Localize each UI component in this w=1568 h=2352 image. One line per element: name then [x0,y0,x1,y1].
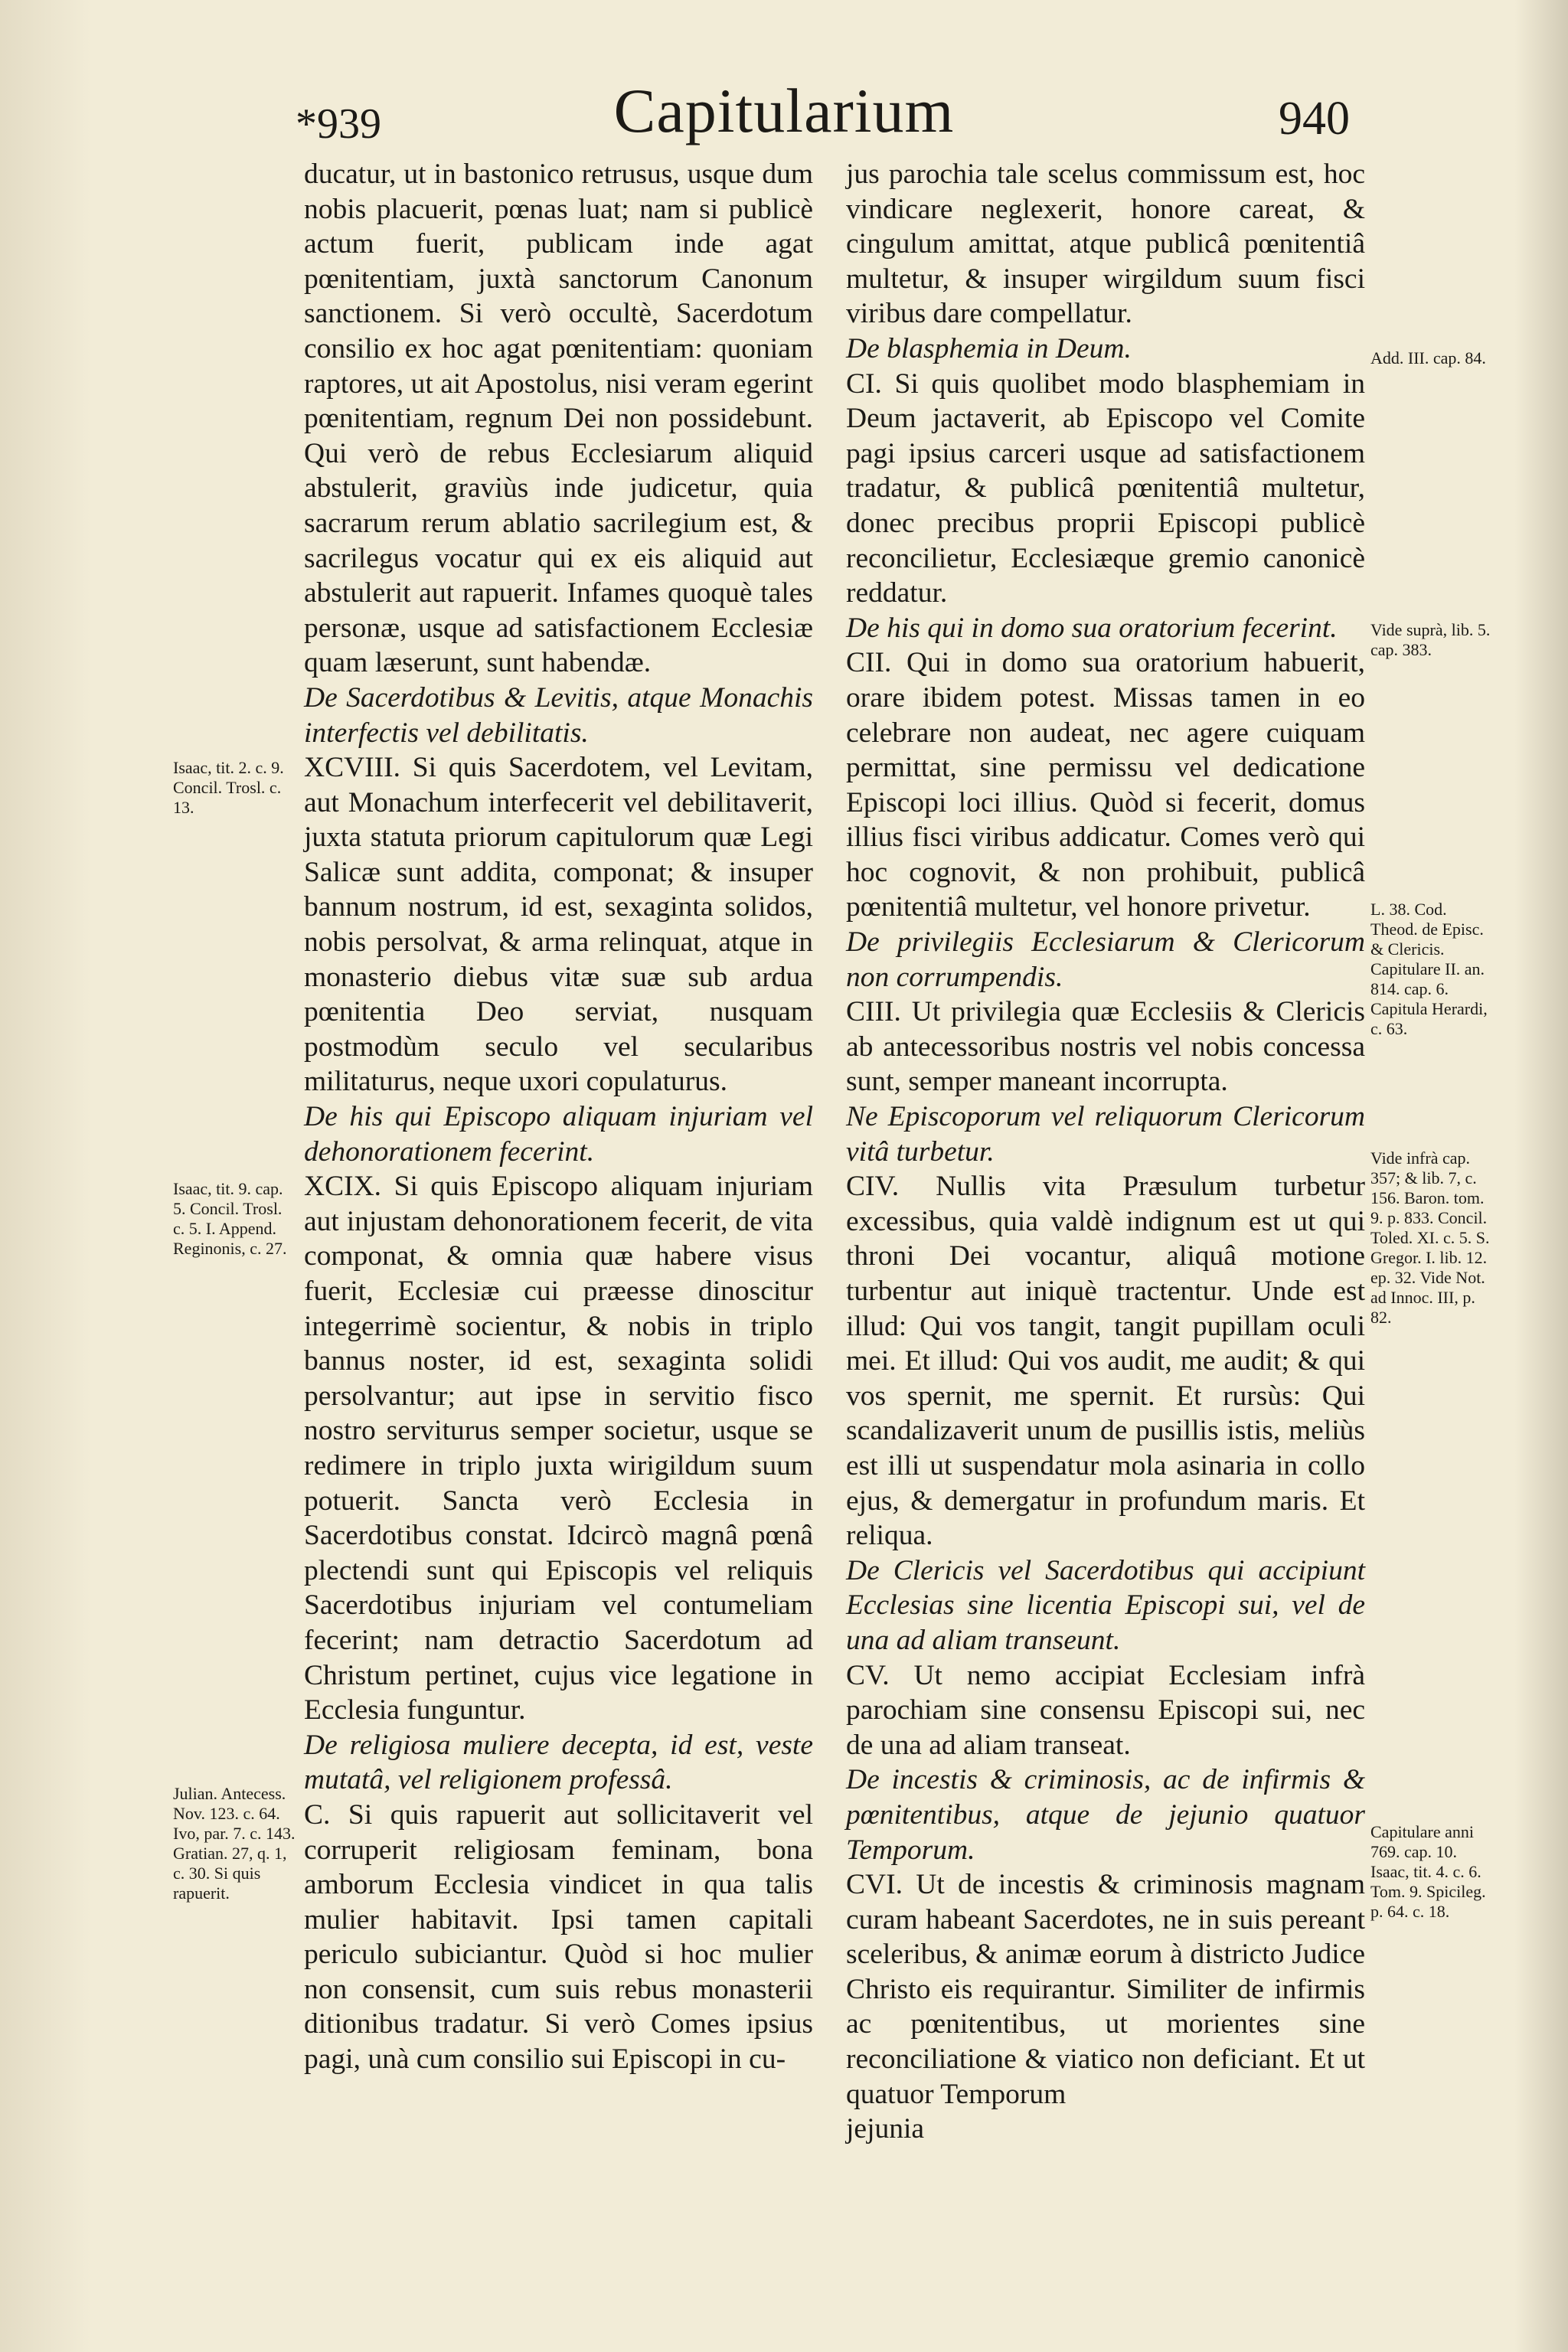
page-edge-tint [0,0,92,2352]
section-heading: De blasphemia in Deum. [846,332,1132,364]
right-text-column [846,157,1365,2147]
margin-note: Julian. Antecess. Nov. 123. c. 64. Ivo, par. 7. c. 143. Gratian. 27, q. 1, c. 30. Si quis rapuerit. [173,1784,296,1903]
paragraph: jus parochia tale scelus commissum est, hoc vindicare neglexerit, honore careat, & cingulum amittat, atque publicâ pœnitentiâ multetur, & insuper wirgildum suum fisci viribus dare compellatur. [846,158,1365,330]
paragraph: XCVIII. Si quis Sacerdotem, vel Levitam, aut Monachum interfecerit vel debilitaverit, juxta statuta priorum capitulorum quæ Legi Salicæ sunt addita, componat; & insuper bannum nostrum, id est, sexaginta solidos, nobis persolvat, & arma relinquat, atque in monasterio diebus vitæ suæ sub ardua pœnitentia Deo serviat, nusquam postmodùm seculo vel secularibus militaturus, neque uxori copulaturus. [304,752,813,1098]
paragraph: C. Si quis rapuerit aut sollicitaverit vel corruperit religiosam feminam, bona amborum Ecclesia vindicet in qua talis mulier habitavit. Ipsi tamen capitali periculo subiciantur. Quòd si hoc mulier non consensit, cum suis rebus monasterii ditionibus tradatur. Si verò Comes ipsius pagi, unà cum consilio sui Episcopi in cu- [304,1798,813,2076]
right-page-number: 940 [1279,93,1350,145]
catchword: jejunia [846,2113,925,2145]
margin-note: Vide infrà cap. 357; & lib. 7, c. 156. Baron. tom. 9. p. 833. Concil. Toled. XI. c. 5. S. Gregor. I. lib. 12. ep. 32. Vide Not. ad Innoc. III, p. 82. [1370,1148,1490,1327]
section-heading: De religiosa muliere decepta, id est, veste mutatâ, vel religionem professâ. [304,1729,813,1796]
margin-note: Isaac, tit. 2. c. 9. Concil. Trosl. c. 13. [173,758,284,817]
margin-note: Capitulare anni 769. cap. 10. Isaac, tit. 4. c. 6. Tom. 9. Spicileg. p. 64. c. 18. [1370,1822,1486,1921]
section-heading: De his qui Episcopo aliquam injuriam vel dehonorationem fecerint. [304,1101,813,1168]
margin-note: Add. III. cap. 84. [1370,348,1486,368]
paragraph: CV. Ut nemo accipiat Ecclesiam infrà parochiam sine consensu Episcopi sui, nec de una ad aliam transeat. [846,1659,1365,1761]
paragraph: CIII. Ut privilegia quæ Ecclesiis & Clericis ab antecessoribus nostris vel nobis concessa sunt, semper maneant incorrupta. [846,996,1365,1098]
left-page-number: *939 [296,100,381,148]
section-heading: De Clericis vel Sacerdotibus qui accipiunt Ecclesias sine licentia Episcopi sui, vel de una ad aliam transeunt. [846,1554,1365,1656]
margin-note: Isaac, tit. 9. cap. 5. Concil. Trosl. c. 5. I. Append. Reginonis, c. 27. [173,1179,287,1258]
paragraph: CIV. Nullis vita Præsulum turbetur excessibus, quia valdè indignum est ut qui throni Dei vocantur, aliquâ motione turbentur aut iniquè tractentur. Unde est illud: Qui vos tangit, tangit pupillam oculi mei. Et illud: Qui vos audit, me audit; & qui vos spernit, me spernit. Et rursùs: Qui scandalizaverit unum de pusillis istis, meliùs est illi ut suspendatur mola asinaria in collo ejus, & demergatur in profundum maris. Et reliqua. [846,1171,1365,1552]
margin-note: L. 38. Cod. Theod. de Episc. & Clericis. Capitulare II. an. 814. cap. 6. Capitula Herardi, c. 63. [1370,900,1488,1038]
section-heading: Ne Episcoporum vel reliquorum Clericorum vitâ turbetur. [846,1101,1365,1168]
paragraph: CVI. Ut de incestis & criminosis magnam curam habeant Sacerdotes, ne in suis pereant sceleribus, & animæ eorum à districto Judice Christo eis requirantur. Similiter de infirmis ac pœnitentibus, ut morientes sine reconciliatione & viatico non deficiant. Et ut quatuor Temporum [846,1869,1365,2110]
paragraph: CII. Qui in domo sua oratorium habuerit, orare ibidem potest. Missas tamen in eo celebrare non audeat, nec agere cuiquam permittat, sine permissu vel dedicatione Episcopi loci illius. Quòd si fecerit, domus illius fisci viribus addicatur. Comes verò qui hoc cognovit, & non prohibuit, publicâ pœnitentiâ multetur, vel honore privetur. [846,647,1365,923]
section-heading: De Sacerdotibus & Levitis, atque Monachis interfectis vel debilitatis. [304,681,813,749]
paragraph: XCIX. Si quis Episcopo aliquam injuriam aut injustam dehonorationem fecerit, de vita componat, & omnia quæ habere visus fuerit, Ecclesiæ cui præesse dinoscitur integerrimè socientur, & nobis in triplo bannus noster, id est, sexaginta solidi persolvantur; aut ipse in servitio fisco nostro serviturus semper societur, usque se redimere in triplo juxta wirigildum suum potuerit. Sancta verò Ecclesia in Sacerdotibus constat. Idcircò magnâ pœnâ plectendi sunt qui Episcopis vel reliquis Sacerdotibus injuriam vel contumeliam fecerint; nam detractio Sacerdotum ad Christum pertinet, cujus vice legatione in Ecclesia funguntur. [304,1171,813,1726]
running-title: Capitularium [613,76,955,145]
section-heading: De his qui in domo sua oratorium fecerint. [846,612,1338,644]
paragraph: CI. Si quis quolibet modo blasphemiam in Deum jactaverit, ab Episcopo vel Comite pagi ipsius carceri usque ad satisfactionem tradatur, & publicâ pœnitentiâ multetur, donec precibus proprii Episcopi publicè reconcilietur, Ecclesiæque gremio canonicè reddatur. [846,368,1365,609]
section-heading: De privilegiis Ecclesiarum & Clericorum non corrumpendis. [846,926,1365,993]
running-header [0,69,1568,153]
paragraph: ducatur, ut in bastonico retrusus, usque dum nobis placuerit, pœnas luat; nam si publicè actum fuerit, publicam inde agat pœnitentiam, juxtà sanctorum Canonum sanctionem. Si verò occultè, Sacerdotum consilio ex hoc agat pœnitentiam: quoniam raptores, ut ait Apostolus, nisi veram egerint pœnitentiam, regnum Dei non possidebunt. Qui verò de rebus Ecclesiarum aliquid abstulerit, graviùs inde judicetur, quia sacrarum rerum ablatio sacrilegium est, & sacrilegus vocatur qui ex eis aliquid aut abstulerit aut rapuerit. Infames quoquè tales personæ, usque ad satisfactionem Ecclesiæ quam læserunt, sunt habendæ. [304,158,813,679]
left-text-column [304,157,813,2077]
section-heading: De incestis & criminosis, ac de infirmis & pœnitentibus, atque de jejunio quatuor Temporum. [846,1764,1365,1866]
margin-note: Vide suprà, lib. 5. cap. 383. [1370,620,1491,659]
page-edge-shadow [1514,0,1568,2352]
